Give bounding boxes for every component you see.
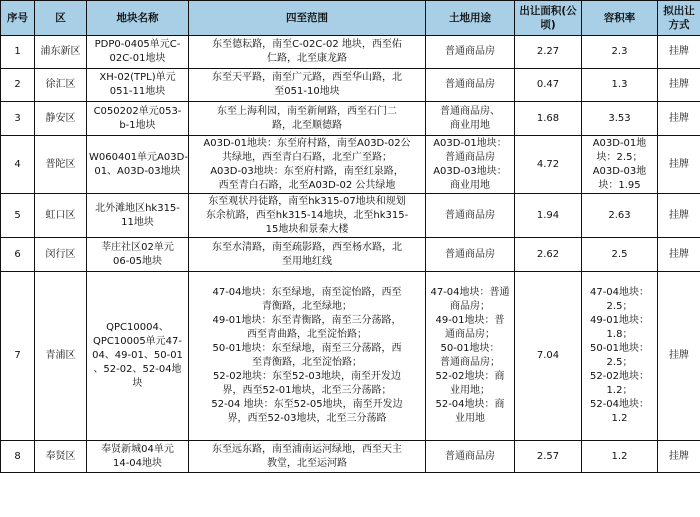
plot-name-cell-line: C050202单元053-: [93, 105, 182, 117]
far-cell-line: 2.5；: [606, 357, 633, 368]
area-cell: 7.04: [515, 272, 582, 441]
table-row: [1, 69, 700, 102]
land-use-cell-line: 商品房；: [450, 301, 490, 312]
header-cell: 区: [35, 1, 87, 36]
district-cell: 徐汇区: [35, 69, 87, 102]
land-use-cell-line: 普通商品房: [445, 79, 495, 90]
plot-name-cell-line: XH-02(TPL)单元: [99, 72, 176, 83]
header-cell: 土地用途: [426, 1, 515, 36]
table-row: [1, 238, 700, 272]
district-cell: 静安区: [35, 102, 87, 136]
boundary-cell-line: 52-02地块：东至52-03地块，南至开发边: [212, 371, 402, 382]
table-row: [1, 136, 700, 194]
land-use-cell: [426, 136, 515, 194]
boundary-cell-line: 东至远东路，南至浦南运河绿地，西至天主: [212, 443, 402, 455]
land-use-cell-line: 普通商品房: [445, 209, 495, 221]
land-use-cell-line: 普通商品房: [445, 46, 495, 57]
land-use-cell: [426, 36, 515, 69]
header-cell: 出让面积(公顷): [515, 1, 582, 36]
district-cell: 闵行区: [35, 238, 87, 272]
method-cell: 挂牌: [658, 238, 700, 272]
boundary-cell: [189, 102, 426, 136]
land-use-cell-line: 52-04地块：商: [435, 399, 505, 410]
boundary-cell-line: 49-01地块：东至青衡路，南至三分荡路，: [212, 315, 402, 326]
far-cell: [582, 36, 658, 69]
far-cell-line: 块：2.5；: [596, 151, 643, 163]
method-cell: 挂牌: [658, 69, 700, 102]
area-cell: 4.72: [515, 136, 582, 194]
area-cell: 2.62: [515, 238, 582, 272]
far-cell-line: 1.3: [611, 79, 628, 90]
far-cell-line: 3.53: [608, 112, 631, 124]
method-cell: 挂牌: [658, 136, 700, 194]
boundary-cell-line: 教堂，北至运河路: [267, 457, 347, 469]
land-use-cell-line: 50-01地块：: [440, 343, 500, 354]
boundary-cell-line: 52-04 地块：东至52-05地块，南至开发边: [211, 399, 403, 410]
plot-name-cell-line: PDP0-0405单元C-: [94, 39, 181, 50]
land-use-cell-line: 业用地: [455, 413, 485, 424]
method-cell: 挂牌: [658, 36, 700, 69]
area-cell: 1.68: [515, 102, 582, 136]
land-use-cell-line: 普通商品房: [445, 248, 495, 260]
row-number: 5: [1, 194, 35, 238]
plot-name-cell: [87, 102, 189, 136]
plot-name-cell-line: 051-11地块: [109, 86, 166, 97]
land-use-cell-line: 52-02地块：商: [435, 371, 505, 382]
land-use-cell: [426, 102, 515, 136]
table-row: [1, 36, 700, 69]
boundary-cell-line: 15地块和景秦大楼: [265, 223, 349, 235]
boundary-cell-line: 界，西至52-01地块，北至三分荡路；: [222, 385, 392, 396]
row-number: 8: [1, 441, 35, 473]
land-use-cell: [426, 272, 515, 441]
header-cell: 序号: [1, 1, 35, 36]
area-cell: 2.57: [515, 441, 582, 473]
far-cell-line: 50-01地块：: [589, 343, 650, 354]
far-cell-line: 块：1.95: [598, 179, 641, 191]
boundary-cell-line: 东至德耘路，南至C-02C-02 地块，西至佑: [212, 39, 402, 50]
plot-name-cell-line: 北外滩地区hk315-: [95, 202, 180, 214]
area-cell: 0.47: [515, 69, 582, 102]
plot-name-cell: [87, 136, 189, 194]
area-cell: 2.27: [515, 36, 582, 69]
far-cell: [582, 102, 658, 136]
boundary-cell-line: 50-01地块：东至绿地，南至三分荡路，西: [212, 343, 402, 354]
boundary-cell-line: 47-04地块：东至绿地，南至淀怡路，西至: [212, 287, 402, 298]
plot-name-cell-line: QPC10005单元47-: [92, 336, 183, 347]
far-cell-line: 1.2；: [606, 385, 633, 396]
table-row: [1, 441, 700, 473]
land-use-cell: [426, 238, 515, 272]
plot-name-cell-line: b-1地块: [119, 119, 156, 131]
plot-name-cell-line: 莘庄社区02单元: [101, 241, 174, 253]
boundary-cell: [189, 136, 426, 194]
boundary-cell: [189, 69, 426, 102]
table-row: [1, 102, 700, 136]
boundary-cell: [189, 272, 426, 441]
plot-name-cell-line: 06-05地块: [112, 255, 163, 267]
far-cell-line: 1.2: [611, 413, 628, 424]
far-cell-line: 49-01地块：: [589, 315, 650, 326]
plot-name-cell: [87, 441, 189, 473]
boundary-cell-line: 至青衡路，北至淀怡路；: [252, 357, 362, 368]
header-cell: 地块名称: [87, 1, 189, 36]
method-cell: 挂牌: [658, 194, 700, 238]
table-row: [1, 194, 700, 238]
far-cell: [582, 238, 658, 272]
plot-name-cell: [87, 238, 189, 272]
land-use-cell-line: 49-01地块：普: [435, 315, 505, 326]
plot-name-cell-line: 14-04地块: [112, 457, 163, 469]
boundary-cell-line: 西至青曲路，北至淀怡路；: [247, 329, 367, 340]
far-cell-line: 47-04地块：: [589, 287, 650, 298]
boundary-cell-line: 东至上海利园，南至新闸路，西至石门二: [217, 105, 397, 117]
land-use-cell-line: 商业用地: [450, 119, 490, 131]
district-cell: 青浦区: [35, 272, 87, 441]
boundary-cell-line: A03D-03地块：东至府村路，南至红泉路，: [210, 165, 404, 177]
plot-name-cell-line: W060401单元A03D-: [89, 151, 188, 163]
boundary-cell-line: 至051-10地块: [274, 86, 340, 97]
plot-name-cell: [87, 272, 189, 441]
boundary-cell-line: 东至水清路，南至疏影路，西至杨水路，北: [212, 241, 402, 253]
row-number: 1: [1, 36, 35, 69]
far-cell-line: 2.63: [608, 209, 631, 221]
land-use-cell-line: 普通商品房: [445, 450, 495, 462]
far-cell-line: 52-04地块：: [589, 399, 650, 410]
far-cell-line: A03D-01地: [592, 137, 647, 149]
boundary-cell-line: 仁路，北至康龙路: [267, 53, 347, 64]
far-cell-line: 1.2: [611, 450, 628, 462]
district-cell: 普陀区: [35, 136, 87, 194]
boundary-cell-line: 路，北至顺德路: [272, 119, 342, 131]
boundary-cell-line: 东至观状丹徒路，南至hk315-07地块和规划: [208, 195, 406, 207]
row-number: 7: [1, 272, 35, 441]
district-cell: 虹口区: [35, 194, 87, 238]
land-use-cell-line: 47-04地块：普通: [430, 287, 510, 298]
far-cell-line: A03D-03地: [592, 165, 647, 177]
boundary-cell-line: 界，西至52-03地块，北至三分荡路: [227, 413, 387, 424]
row-number: 3: [1, 102, 35, 136]
land-use-cell-line: 业用地；: [450, 385, 490, 396]
land-use-cell-line: 普通商品房: [445, 151, 495, 163]
plot-name-cell-line: 块: [132, 378, 143, 389]
land-use-cell-line: 普通商品房、: [440, 105, 500, 117]
plot-name-cell-line: 、52-02、52-04地: [93, 364, 182, 375]
boundary-cell: [189, 238, 426, 272]
area-cell: 1.94: [515, 194, 582, 238]
boundary-cell-line: 共绿地，西至青白石路，北至广至路；: [222, 151, 392, 163]
plot-name-cell-line: QPC10004、: [106, 322, 169, 333]
plot-name-cell: [87, 69, 189, 102]
boundary-cell-line: A03D-01地块：东至府村路，南至A03D-02公: [203, 137, 411, 149]
header-row: [1, 1, 700, 36]
boundary-cell-line: 西至青白石路，北至A03D-02 公共绿地: [218, 179, 396, 191]
plot-name-cell-line: 02C-01地块: [109, 53, 166, 64]
land-use-cell-line: A03D-03地块：: [433, 165, 507, 177]
far-cell: [582, 441, 658, 473]
boundary-cell: [189, 194, 426, 238]
plot-name-cell-line: 11地块: [121, 216, 154, 228]
far-cell: [582, 136, 658, 194]
header-cell: 四至范围: [189, 1, 426, 36]
far-cell-line: 1.8；: [606, 329, 633, 340]
boundary-cell: [189, 441, 426, 473]
method-cell: 挂牌: [658, 272, 700, 441]
far-cell: [582, 272, 658, 441]
method-cell: 挂牌: [658, 102, 700, 136]
row-number: 2: [1, 69, 35, 102]
land-use-cell-line: A03D-01地块：: [433, 137, 507, 149]
district-cell: 奉贤区: [35, 441, 87, 473]
far-cell: [582, 69, 658, 102]
far-cell-line: 2.5；: [606, 301, 633, 312]
table-row: [1, 272, 700, 441]
boundary-cell-line: 东余杭路，西至hk315-14地块，北至hk315-: [205, 209, 409, 221]
header-cell: 容积率: [582, 1, 658, 36]
header-cell: 拟出让方式: [658, 1, 700, 36]
land-use-cell-line: 商业用地: [450, 179, 490, 191]
boundary-cell-line: 东至天平路，南至广元路，西至华山路，北: [212, 72, 402, 83]
land-use-cell: [426, 194, 515, 238]
row-number: 6: [1, 238, 35, 272]
district-cell: 浦东新区: [35, 36, 87, 69]
land-use-cell-line: 普通商品房；: [440, 357, 500, 368]
plot-name-cell-line: 01、A03D-03地块: [94, 165, 181, 177]
boundary-cell: [189, 36, 426, 69]
boundary-cell-line: 至用地红线: [282, 255, 332, 267]
method-cell: 挂牌: [658, 441, 700, 473]
land-use-cell: [426, 441, 515, 473]
plot-name-cell-line: 04、49-01、50-01: [92, 350, 183, 361]
plot-name-cell: [87, 194, 189, 238]
land-use-cell-line: 通商品房；: [445, 329, 495, 340]
boundary-cell-line: 青衡路，北至绿地；: [262, 301, 352, 312]
far-cell: [582, 194, 658, 238]
land-use-cell: [426, 69, 515, 102]
row-number: 4: [1, 136, 35, 194]
plot-name-cell: [87, 36, 189, 69]
far-cell-line: 52-02地块：: [589, 371, 650, 382]
plot-name-cell-line: 奉贤新城04单元: [101, 443, 174, 455]
far-cell-line: 2.5: [611, 248, 628, 260]
far-cell-line: 2.3: [611, 46, 628, 57]
